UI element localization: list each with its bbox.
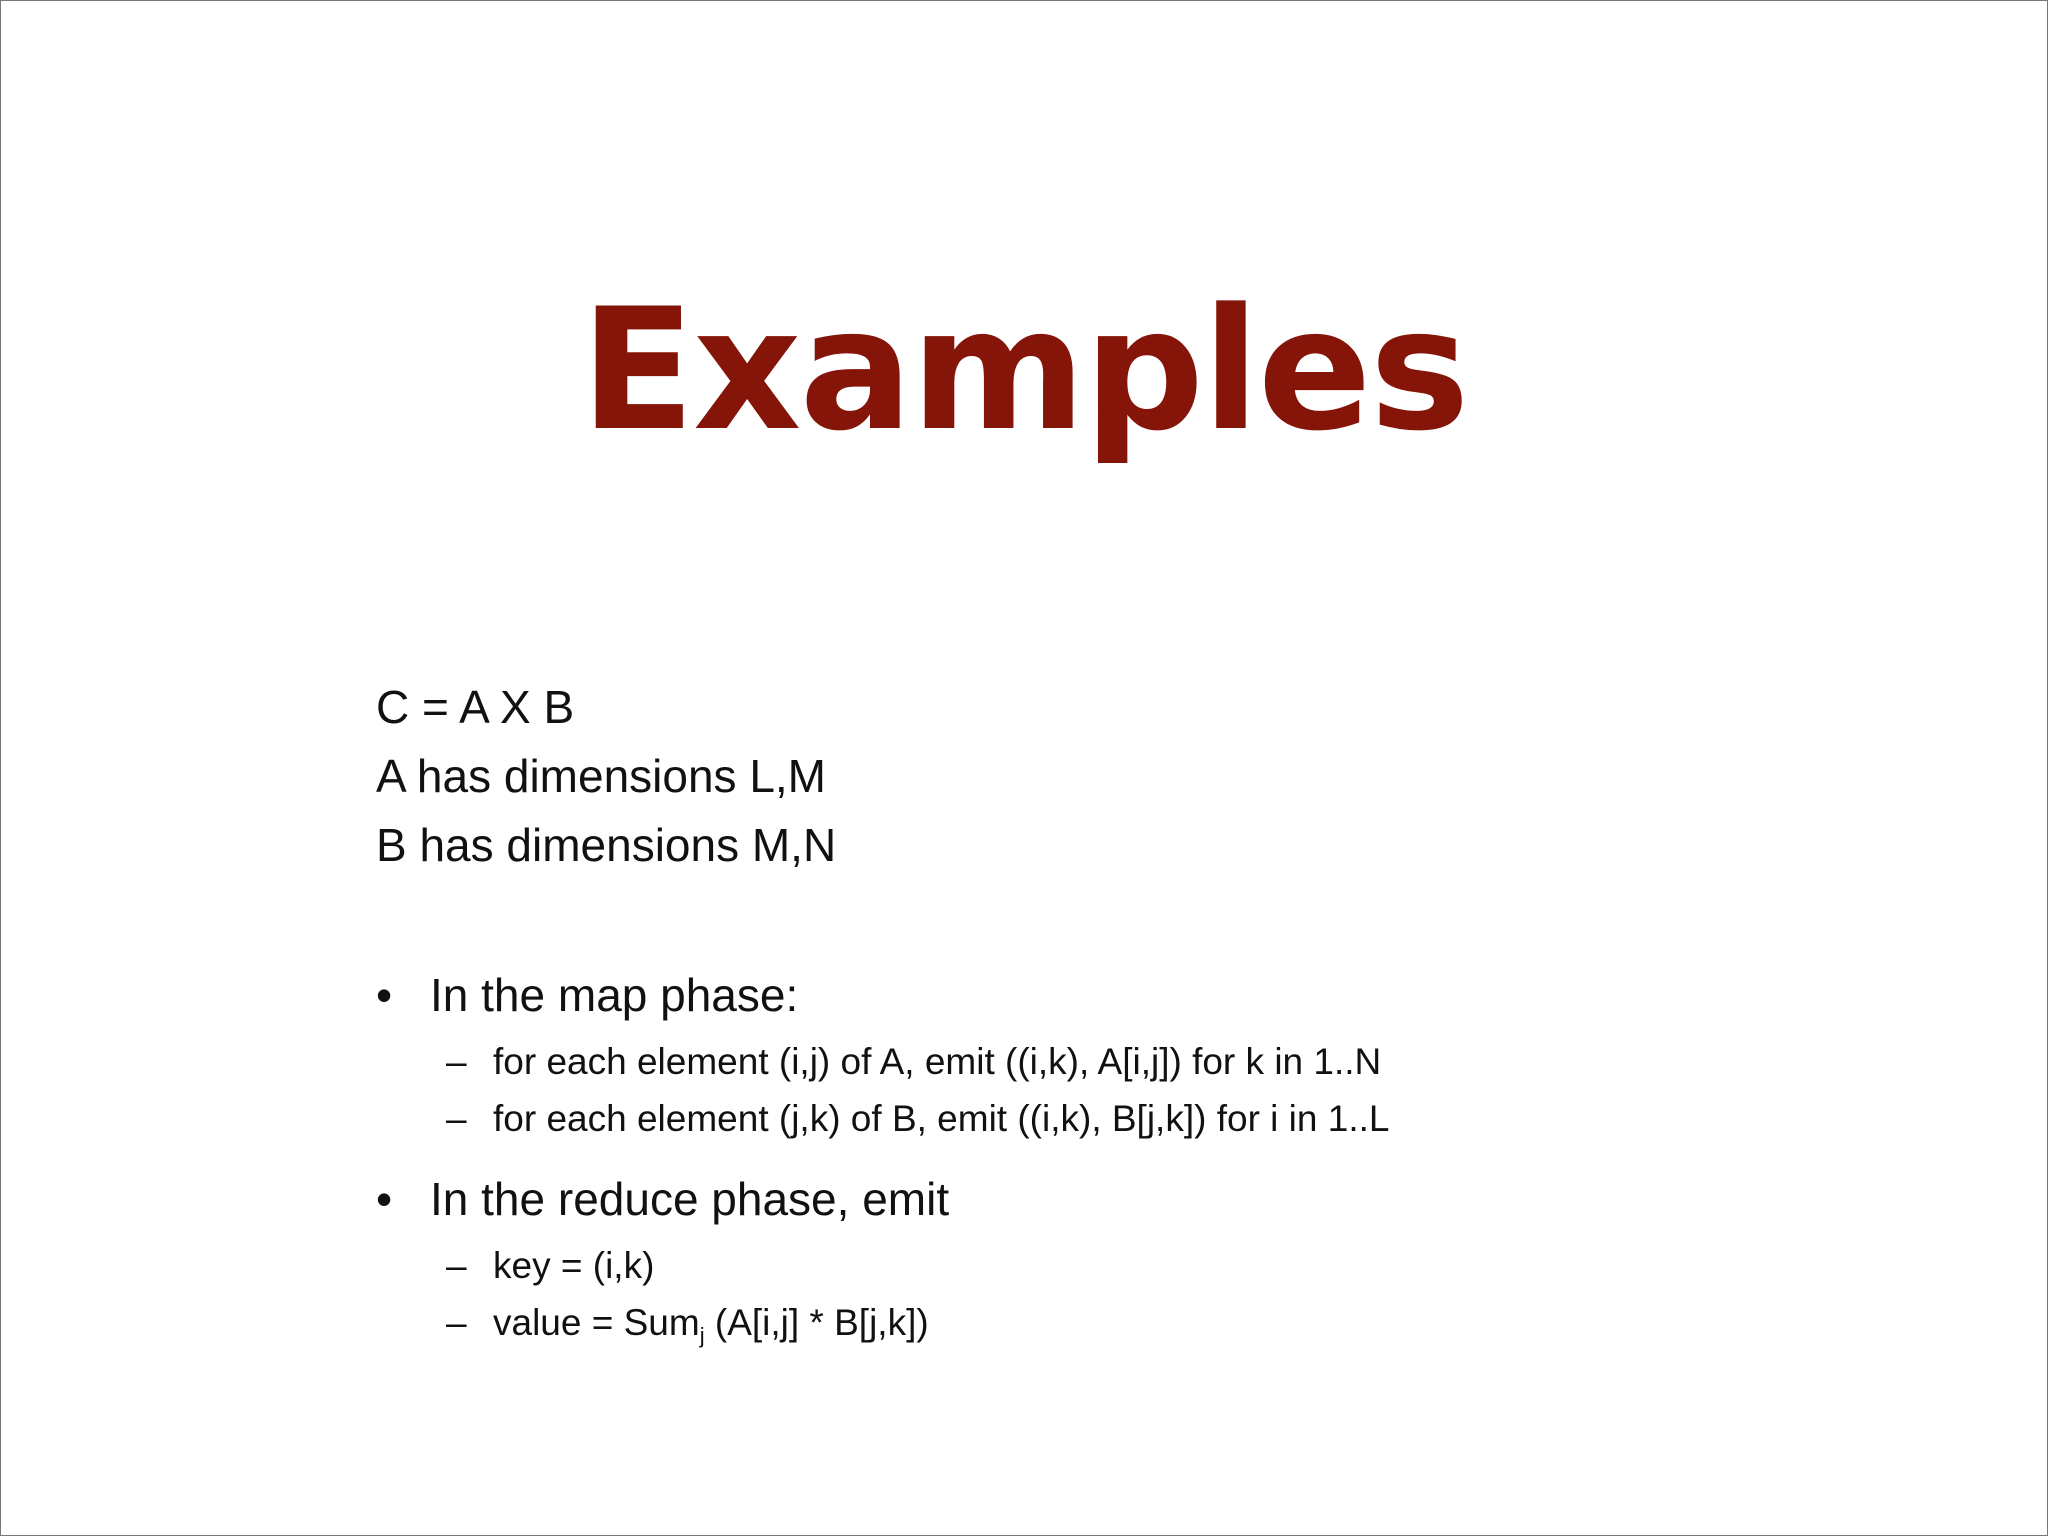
subitem-reduce-key (376, 1237, 1936, 1294)
subitem-text: for each element (j,k) of B, emit ((i,k), B[j,k]) for i in 1..L (493, 1098, 1390, 1139)
sum-subscript: j (699, 1323, 705, 1348)
subitem-reduce-value (376, 1294, 1936, 1351)
map-phase-subitems (376, 1033, 1936, 1147)
bullet-marker: • (376, 1173, 393, 1225)
dimension-a-line: A has dimensions L,M (376, 750, 827, 802)
dimension-b-line: B has dimensions M,N (376, 819, 837, 871)
bullet-list (376, 965, 1936, 1351)
bullet-marker: • (376, 969, 393, 1021)
dash-marker: – (446, 1041, 467, 1082)
slide-title: Examples (580, 272, 1468, 468)
value-prefix: value = Sum (493, 1302, 700, 1343)
bullet-text: In the reduce phase, emit (430, 1173, 950, 1225)
subitem-text: key = (i,k) (493, 1245, 655, 1286)
subitem-map-b (376, 1090, 1936, 1147)
bullet-reduce-phase (376, 1169, 1936, 1229)
bullet-map-phase (376, 965, 1936, 1025)
dash-marker: – (446, 1302, 467, 1343)
equation-line: C = A X B (376, 681, 575, 733)
reduce-phase-subitems (376, 1237, 1936, 1351)
slide-content (376, 673, 1936, 1373)
subitem-map-a (376, 1033, 1936, 1090)
dash-marker: – (446, 1245, 467, 1286)
value-suffix: (A[i,j] * B[j,k]) (704, 1302, 929, 1343)
bullet-text: In the map phase: (430, 969, 799, 1021)
subitem-text: for each element (i,j) of A, emit ((i,k), A[i,j]) for k in 1..N (493, 1041, 1382, 1082)
dash-marker: – (446, 1098, 467, 1139)
